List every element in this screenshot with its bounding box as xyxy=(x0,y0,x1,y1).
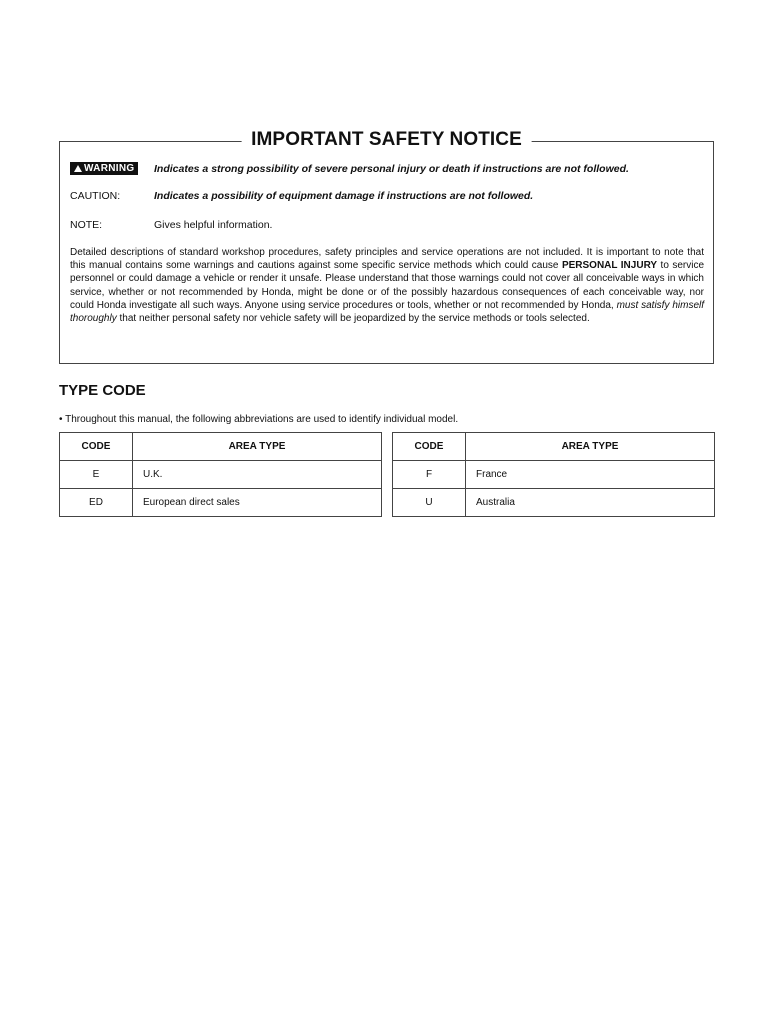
code-header: CODE xyxy=(60,433,133,461)
code-cell: F xyxy=(393,461,466,489)
personal-injury-emphasis: PERSONAL INJURY xyxy=(561,260,658,272)
code-cell: E xyxy=(60,461,133,489)
warning-triangle-icon xyxy=(74,165,82,172)
note-text: Gives helpful information. xyxy=(154,219,273,231)
warning-row xyxy=(70,162,629,175)
code-header: CODE xyxy=(393,433,466,461)
caution-text: Indicates a possibility of equipment damage if instructions are not followed. xyxy=(154,190,534,202)
note-row xyxy=(70,219,272,231)
table-header-row xyxy=(60,433,382,461)
note-label: NOTE: xyxy=(70,219,103,231)
table-row xyxy=(60,489,382,517)
type-code-intro: • Throughout this manual, the following abbreviations are used to identify individual model. xyxy=(59,414,459,425)
code-cell: U xyxy=(393,489,466,517)
warning-badge: WARNING xyxy=(70,162,138,175)
table-row xyxy=(393,461,715,489)
caution-row xyxy=(70,190,533,202)
area-cell: Australia xyxy=(466,489,715,517)
notice-title: IMPORTANT SAFETY NOTICE xyxy=(241,129,532,151)
must-satisfy-emphasis: must satisfy himself thoroughly xyxy=(70,299,705,325)
type-code-title: TYPE CODE xyxy=(59,382,146,399)
table-header-row xyxy=(393,433,715,461)
area-type-header: AREA TYPE xyxy=(133,433,382,461)
caution-label: CAUTION: xyxy=(70,190,121,202)
table-row xyxy=(60,461,382,489)
area-cell: U.K. xyxy=(133,461,382,489)
code-cell: ED xyxy=(60,489,133,517)
area-type-header: AREA TYPE xyxy=(466,433,715,461)
safety-notice-box xyxy=(59,129,714,364)
notice-paragraph: Detailed descriptions of standard workshop procedures, safety principles and service operations are not included. It is important to note that this manual contains some warnings and cautions against some specific service methods which could cause PERSONAL INJURY to service personnel or could damage a vehicle or render it unsafe. Please understand that those warnings could not cover all conceivable ways in which service, whether or not recommended by Honda, might be done or of the possibly hazardous consequences of each conceivable way, nor could Honda investigate all such ways. Anyone using service procedures or tools, whether or not recommended by Honda, must satisfy himself thoroughly that neither personal safety nor vehicle safety will be jeopardized by the service methods or tools selected. xyxy=(70,247,705,325)
table-row xyxy=(393,489,715,517)
type-code-table-left xyxy=(59,432,382,517)
area-cell: European direct sales xyxy=(133,489,382,517)
area-cell: France xyxy=(466,461,715,489)
type-code-table-right xyxy=(392,432,715,517)
warning-text: Indicates a strong possibility of severe personal injury or death if instructions are not followed. xyxy=(154,162,629,175)
